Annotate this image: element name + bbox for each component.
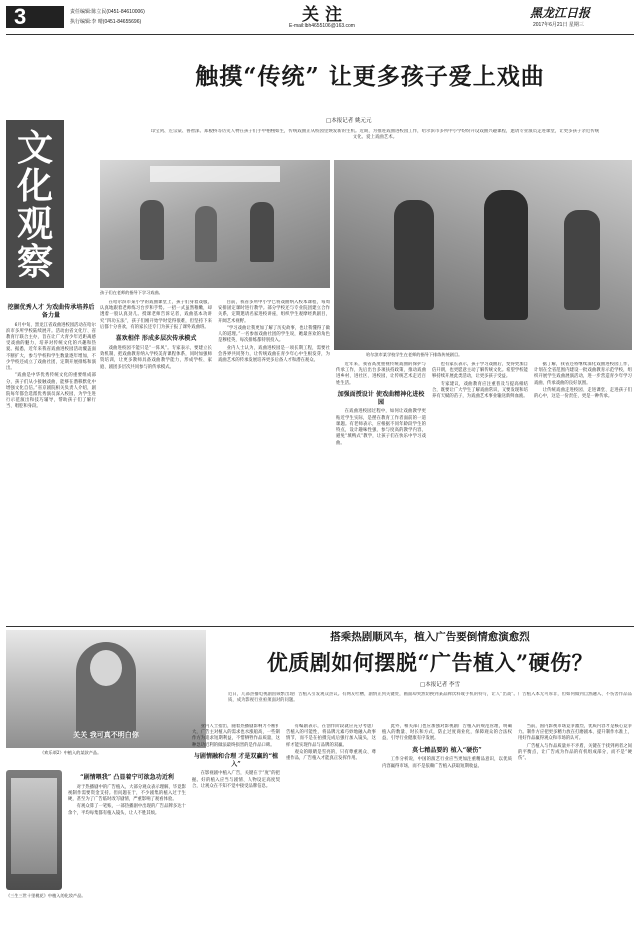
masthead: 黑龙江日报: [530, 6, 591, 20]
feature1-photo-right: [334, 160, 632, 350]
feature2-col1: [68, 770, 186, 926]
feature1-col3: [218, 300, 330, 622]
feature2-byline: □本报记者 李雪: [420, 682, 460, 688]
feature2-phone-photo: [6, 770, 62, 890]
feature2-col5-p2: 广告植入与作品质量并不矛盾，关键在于找到两者之间的平衡点，让广告成为作品的有机组成部分，而不是“硬伤”。: [518, 743, 632, 762]
feature2-photo-caption: 《欢乐颂2》中植入的某款产品。: [40, 750, 102, 755]
section-email: E-mail:lbh4655106@163.com: [289, 23, 355, 29]
feature2-col1-p2: 有观众算了一笔账，一部热播剧中出现的广告品牌多达十余个，平均每集都有植入镜头，让人不胜其烦。: [68, 804, 186, 816]
editor-line: 责任编辑:陈立民(0451-84610006): [70, 9, 145, 15]
feature2-col2-p1: 业内人士指出，随着热播剧影响力不断扩大，广告主对植入的需求也水涨船高，一些制作方为追求短期利益，不惜牺牲作品质量，这种急功近利的做法最终损害的是作品口碑。: [192, 724, 280, 748]
feature1-byline: □本报记者 姚元元: [326, 118, 372, 124]
feature2-deck: 近日，几部热播电视剧因频繁出现广告植入引发观众热议。有网友吐槽，剧情正到关键处，画面却突然切换到某品牌饮料或手机的特写，让人“出戏”。广告植入本无可厚非，但如何做到自然融入、不伤害作品品质，成为影视行业亟须面对的问题。: [228, 692, 632, 704]
feature1-col6: [534, 362, 632, 622]
photo-performer: [394, 200, 434, 310]
feature2-col4-subhead: 莫七精品要的 植入“硬伤”: [412, 746, 482, 754]
feature2-headline: 优质剧如何摆脱“广告植入”硬伤？: [266, 650, 594, 675]
feature2-col4-p1: 此外，相关部门也应加强对影视剧广告植入的规范管理，明确植入的数量、时长和方式，防止过度商业化，保障观众的合法权益，引导行业健康有序发展。: [382, 724, 512, 742]
feature1-col5: [432, 362, 528, 622]
feature1-col6-p2: 让传统戏曲走进校园、走进课堂、走进孩子们的心中，这是一份责任，更是一种传承。: [534, 387, 632, 400]
feature1-photo-top-caption: 孩子们在老师的指导下学习戏曲。: [100, 290, 163, 295]
feature2-col2-subhead: 与剧情融和合理 才是双赢的“植入”: [193, 752, 279, 768]
feature1-col6-p1: 据了解，我省还将继续深化戏曲进校园工作，计划在全省范围内建设一批戏曲教育示范学校，组织开展学生戏曲展演活动，进一步营造青少年学习戏曲、传承戏曲的良好氛围。: [534, 362, 632, 386]
feature2-col1-p1: 对于热播剧中的广告植入，大部分观众表示理解，毕竟影视制作需要资金支持。但问题在于，不少剧集的植入过于生硬，甚至为了广告临时改写剧情，严重影响了观看体验。: [68, 784, 186, 803]
feature2-col4-p2: 工作分析说，中国的演艺行业应当更加注重精品意识，以优质内容赢得市场，而不是依赖广告植入获取短期收益。: [382, 757, 512, 769]
photo-figure: [140, 200, 164, 260]
section-label-text: 文化观察: [16, 128, 53, 283]
feature1-col1-subhead: 挖掘优秀人才 为戏曲传承培养后备力量: [7, 304, 95, 319]
photo-figure: [250, 202, 274, 262]
feature2-col5-p1: 当前，国内影视市场竞争激烈，优质内容才是核心竞争力。制作方应把更多精力放在打磨剧本、提升制作水准上，用好作品赢得观众和市场的认可。: [518, 724, 632, 742]
page-number: 3: [14, 4, 27, 29]
feature2-col5: [518, 724, 632, 926]
feature1-col1-p2: “戏曲是中华优秀传统文化的重要组成部分，孩子们从小接触戏曲，能够在潜移默化中增强文化自信。”省京剧院相关负责人介绍，剧院每年都会选派优秀演员深入校园，为学生进行示范演出和技巧辅导，帮助孩子们了解行当、唱腔和身段。: [6, 373, 96, 410]
feature1-photo-right-caption: 哈尔滨市某学校学生在老师的指导下排练传统剧目。: [366, 352, 463, 357]
photo-actress-face: [90, 650, 122, 686]
feature1-col2-p1: 在哈尔滨市某小学的戏曲课堂上，孩子们身着戏服，认真地跟着老师练习台步和手势。一招一式虽然稚嫩，却透着一股认真劲儿。授课老师告诉记者，戏曲基本功讲究“四功五法”，孩子们刚开始学时觉得很难，但坚持下来后都十分喜欢，有的家长还专门为孩子报了课外戏曲班。: [100, 300, 212, 330]
feature1-col5-p1: 也有家长表示，孩子学习戏曲后，变得更加自信开朗，也更愿意主动了解传统文化。希望学校能够持续开展此类活动，让更多孩子受益。: [432, 362, 528, 380]
feature1-col5-p2: 专家建议，戏曲教育应注重普及与提高相结合，既要让广大学生了解戏曲常识，又要发现和培养有天赋的苗子，为戏曲艺术事业输送新鲜血液。: [432, 381, 528, 400]
proof-line: 执行编辑:李 晴(0451-84655696): [70, 19, 142, 25]
feature1-col4-p1: 近年来，我省高度重视传统戏曲的保护与传承工作，先后出台多项扶持政策，推动戏曲进乡村、进社区、进校园，让传统艺术走近百姓生活。: [336, 362, 426, 386]
feature1-col4: [336, 362, 426, 622]
phone-screen: [11, 778, 57, 874]
feature2-photo: [6, 630, 206, 748]
feature1-col4-p2: 在戏曲进校园过程中，如何让戏曲教学更贴近学生实际，是摆在教育工作者面前的一道课题。有老师表示，应根据不同年龄段学生的特点，设计趣味性强、参与度高的教学内容，避免“填鸭式”教学，让孩子们在快乐中学习戏曲。: [336, 409, 426, 446]
feature1-col3-p2: “学习戏曲让我更加了解了历史故事，也让我懂得了做人的道理。”一名参加戏曲社团的学生说，她最喜欢的角色是穆桂英，每次排练都特别投入。: [218, 325, 330, 344]
feature1-col4-subhead: 加强面授设计 使戏曲精神化进校园: [337, 390, 425, 406]
feature2-phone-caption: 《三生三世十里桃花》中植入的化妆产品。: [6, 893, 86, 898]
photo-performer: [564, 210, 600, 310]
feature1-col3-p1: 目前，我省多所中小学已将戏曲纳入校本课程，每周安排固定课时进行教学。部分学校还与专业院团建立合作关系，定期邀请名家进校讲座，组织学生观摩经典剧目，开阔艺术视野。: [218, 300, 330, 324]
photo-performer: [484, 190, 528, 320]
feature2-col3: [286, 724, 376, 926]
feature1-headline: 触摸“传统” 让更多孩子爱上戏曲: [195, 63, 545, 90]
feature1-col2-p2: 戏曲进校园不能只是“一阵风”。专家表示，要建立长效机制，把戏曲教育纳入学校美育课程体系，同时加强师资培训，让更多教师具备戏曲教学能力，形成学校、家庭、剧团多层次共同参与的传承模式。: [100, 345, 212, 370]
feature1-col3-p3: 业内人士认为，戏曲进校园是一项长期工程，需要社会各界共同努力，让传统戏曲在青少年心中生根发芽，为戏曲艺术的传承发展培养更多后备人才和潜在观众。: [218, 345, 330, 363]
photo-figure: [195, 206, 217, 262]
section-title: 关 注: [302, 5, 342, 25]
section-divider: [6, 626, 634, 627]
header-rule: [6, 34, 634, 35]
feature1-col2: [100, 300, 212, 622]
photo-banner: [150, 166, 280, 182]
feature1-deck: 印宝剑、左宗棠、鲁智深、郑板桥等历史人物在孩子们手中栩栩如生，传统戏曲正从校园里焕发新的生机。近期，为推进戏曲进校园工作，哈尔滨市多所中小学纷纷开设戏曲兴趣课程，邀请专业演员走进课堂，让更多孩子亲近传统文化、爱上戏曲艺术。: [150, 129, 600, 141]
feature1-col2-subhead: 喜欢相伴 形成多层次传承模式: [115, 335, 197, 343]
photo-overlay-text: 关关 我可真不明白你: [73, 731, 139, 739]
feature2-col2-p2: 在影视剧中植入广告，关键在于“度”的把握。好的植入应当与剧情、人物设定高度契合，让观众在不知不觉中接受品牌信息。: [192, 771, 280, 789]
feature2-col4: [382, 724, 512, 926]
feature2-col3-p2: 观众的眼睛是雪亮的，只有尊重观众、尊重作品，广告植入才能真正发挥作用。: [286, 749, 376, 762]
feature2-col2: [192, 724, 280, 926]
feature2-col3-p1: 有编剧表示，在创作阶段就应充分考虑广告植入的可能性，将品牌元素巧妙地融入故事情节，而不是在拍摄完成后强行加入镜头，这样才能实现作品与品牌的双赢。: [286, 724, 376, 748]
feature1-col1-p1: 6月中旬，黑龙江省戏曲进校园活动在哈尔滨市多所学校陆续展开。活动由省文化厅、省教育厅联合主办，旨在让广大青少年近距离感受戏曲的魅力，培养对传统文化的兴趣和热爱。据悉，近年来我省戏曲进校园活动覆盖面不断扩大，参与学校和学生数量逐年增加，不少学校还成立了戏曲社团，定期开展排练和演出。: [6, 322, 96, 372]
feature1-photo-top: [100, 160, 330, 288]
feature1-col1: [6, 300, 96, 622]
page-header: [0, 0, 640, 36]
feature2-kicker: 搭乘热剧顺风车，植入广告要倒情愈演愈烈: [330, 631, 530, 643]
issue-date: 2017年6月21日 星期三: [533, 22, 584, 28]
feature2-col1-subhead: “剧情喂我” 凸显着宁可欲急功近利: [80, 774, 174, 781]
